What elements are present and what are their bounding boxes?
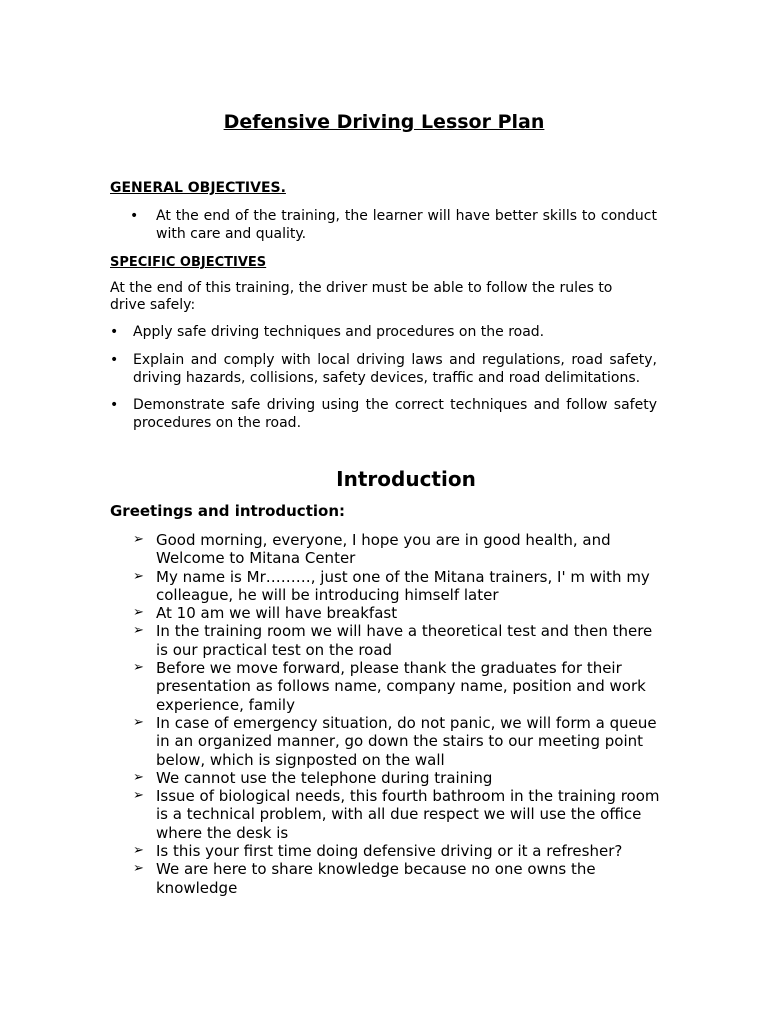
bullet-icon: • bbox=[110, 397, 119, 413]
list-item-text: In the training room we will have a theoretical test and then there is our practical test on the road bbox=[156, 622, 653, 659]
list-item bbox=[133, 769, 663, 787]
list-item-text: Before we move forward, please thank the graduates for their presentation as follows name, company name, position and work experience, family bbox=[156, 659, 646, 714]
list-item bbox=[133, 531, 663, 568]
list-item bbox=[133, 842, 663, 860]
general-objective-text: At the end of the training, the learner will have better skills to conduct with care and quality. bbox=[156, 208, 657, 242]
arrow-bullet-icon: ➢ bbox=[133, 660, 144, 676]
greetings-list bbox=[133, 531, 663, 897]
arrow-bullet-icon: ➢ bbox=[133, 861, 144, 877]
arrow-bullet-icon: ➢ bbox=[133, 714, 144, 730]
arrow-bullet-icon: ➢ bbox=[133, 568, 144, 584]
general-objectives-heading: GENERAL OBJECTIVES. bbox=[110, 180, 286, 196]
arrow-bullet-icon: ➢ bbox=[133, 843, 144, 859]
bullet-icon: • bbox=[110, 352, 119, 368]
list-item bbox=[133, 787, 663, 842]
list-item-text: At 10 am we will have breakfast bbox=[156, 604, 398, 623]
specific-objective-item bbox=[110, 396, 657, 432]
introduction-heading: Introduction bbox=[336, 467, 476, 491]
specific-objective-text: Apply safe driving techniques and procedures on the road. bbox=[133, 324, 545, 340]
specific-objective-item bbox=[110, 323, 657, 341]
arrow-bullet-icon: ➢ bbox=[133, 532, 144, 547]
specific-objectives-intro: At the end of this training, the driver must be able to follow the rules to drive safely: bbox=[110, 280, 613, 313]
list-item-text: Issue of biological needs, this fourth bathroom in the training room is a technical problem, with all due respect we will use the office where the desk is bbox=[156, 787, 660, 842]
specific-objectives-heading: SPECIFIC OBJECTIVES bbox=[110, 255, 267, 270]
arrow-bullet-icon: ➢ bbox=[133, 788, 144, 804]
list-item bbox=[133, 659, 663, 714]
bullet-icon: • bbox=[110, 324, 119, 340]
specific-objective-text: Demonstrate safe driving using the correct techniques and follow safety procedures on the road. bbox=[133, 397, 657, 431]
list-item bbox=[133, 568, 663, 605]
list-item-text: Good morning, everyone, I hope you are in good health, and Welcome to Mitana Center bbox=[156, 531, 611, 568]
specific-objective-item bbox=[110, 351, 657, 387]
list-item-text: My name is Mr………, just one of the Mitana trainers, I' m with my colleague, he will be introducing himself later bbox=[156, 567, 650, 604]
list-item bbox=[133, 860, 663, 897]
list-item-text: We are here to share knowledge because no one owns the knowledge bbox=[156, 860, 596, 897]
arrow-bullet-icon: ➢ bbox=[133, 605, 144, 621]
list-item bbox=[133, 714, 663, 769]
bullet-icon: • bbox=[130, 208, 139, 224]
greetings-subheading: Greetings and introduction: bbox=[110, 502, 345, 520]
list-item-text: In case of emergency situation, do not panic, we will form a queue in an organized manner, go down the stairs to our meeting point below, which is signposted on the wall bbox=[156, 713, 657, 769]
list-item-text: We cannot use the telephone during training bbox=[156, 768, 493, 787]
list-item bbox=[133, 604, 663, 622]
document-title: Defensive Driving Lessor Plan bbox=[223, 111, 545, 133]
specific-objective-text: Explain and comply with local driving laws and regulations, road safety, driving hazards, collisions, safety devices, traffic and road delimitations. bbox=[133, 352, 657, 386]
arrow-bullet-icon: ➢ bbox=[133, 769, 144, 785]
arrow-bullet-icon: ➢ bbox=[133, 623, 144, 639]
general-objective-item bbox=[130, 207, 657, 243]
list-item bbox=[133, 622, 663, 659]
list-item-text: Is this your first time doing defensive driving or it a refresher? bbox=[156, 842, 623, 861]
